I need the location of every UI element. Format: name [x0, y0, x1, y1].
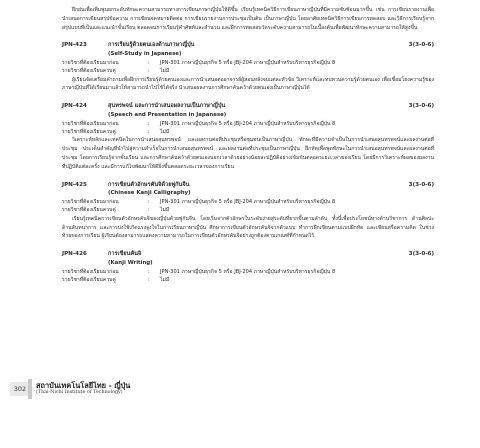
- course-heading: [62, 250, 434, 259]
- page-footer: [0, 376, 480, 400]
- corequisite-value: ไม่มี: [160, 68, 170, 75]
- course-title: การเรียนรู้ด้วยตนเองด้านภาษาญี่ปุ่น: [108, 42, 195, 49]
- corequisite-value: ไม่มี: [160, 128, 170, 135]
- course-code: JPN-425: [62, 181, 87, 188]
- course-heading: [62, 181, 434, 190]
- course-title-english: (Kanji Writing): [108, 259, 153, 266]
- course-description: วิเคราะห์หลักและเทคนิคในการนำเสนอสุนทรพจน์ และผลงานต่อที่ประชุมหรือชุมชนเป็นภาษาญี่ปุ่น ทักษะที่มีความจำเป็นในการนำเสนอสุนทรพจน์และผลงานต่อที่ประชุม ประเด็นสำคัญที่นำไปสู่ความสำเร็จในการนำเสนอสุนทรพจน์ และผลงานต่อที่ประชุมเป็นภาษาญี่ปุ่น ฝึกหัดเพื่อพูดทักษะในการนำเสนอสุนทรพจน์และผลงานต่อที่ประชุม โดยการเรียนรู้จากชั้นเรียน และการศึกษาค้นคว้าด้วยตนเองนอกเวลาด้วยอย่างน้อยละปฏิบัติอย่างเข้มข้นตลอดระยะเวลาของเรียน โดยมีการวิเคราะห์ผลของผลงานที่ปฏิบัติแต่ละครั้ง และมีการแก้ไขพัฒนาให้ดียิ่งขึ้นตลอดระยะเวลาของการเรียน: [62, 137, 434, 170]
- course-credits: 3(3-0-6): [408, 251, 434, 258]
- corequisite-row: รายวิชาที่ต้องเรียนควบคู่ : ไม่มี: [62, 67, 434, 75]
- corequisite-label: รายวิชาที่ต้องเรียนควบคู่: [62, 128, 116, 135]
- corequisite-label: รายวิชาที่ต้องเรียนควบคู่: [62, 68, 116, 75]
- corequisite-label: รายวิชาที่ต้องเรียนควบคู่: [62, 276, 116, 283]
- prerequisite-value: JPN-301 ภาษาญี่ปุ่นธุรกิจ 5 หรือ JBJ-204 ภาษาญี่ปุ่นสำหรับบริหารธุรกิจญี่ปุ่น 8: [160, 59, 336, 66]
- course-description: ผู้เรียนจัดเตรียมคำถามเพื่อฝึกการเรียนรู้ด้วยตนเองและการนำเสนอต่ออาจารย์ผู้สอนหลังจบแต่ละหัวข้อ วิเคราะห์และทบทวนความรู้ด้วยตนเอง เพื่อเชื่อมโยงความรู้ของภาษาญี่ปุ่นที่ได้เรียนมาแล้วให้สามารถนำไปใช้ได้จริง นำเสนอผลงานการศึกษาค้นคว้าด้วยตนเองเป็นภาษาญี่ปุ่นได้: [62, 76, 434, 92]
- course-title: การเขียนคันจิ: [108, 251, 142, 258]
- footer-divider: [28, 379, 32, 399]
- corequisite-label: รายวิชาที่ต้องเรียนควบคู่: [62, 207, 116, 214]
- prerequisite-label: รายวิชาที่ต้องเรียนมาก่อน: [62, 198, 119, 205]
- intro-paragraph: ฝึกฝนเพื่อเพิ่มพูนยกระดับทักษะความสามารถทางการเขียนภาษาญี่ปุ่นให้ดีขึ้น เรียนรู้เทคนิควิธีการเขียนภาษาญี่ปุ่นที่มีความซับซ้อนมากขึ้น เช่น การเขียนรายงานเพื่อนำเสนอการเขียนสรุปข้อความ การเขียนจดหมายติดต่อ การเขียนรายงานการประชุมเป็นต้น เป็นภาษาญี่ปุ่น โดยอาศัยเทคนิควิธีการเขียนการทดสอบ และวิธีการเรียนรู้จากสรุปแบบที่เป็นและแนะนำขั้นเรียน ตลอดจนการเรียนรู้คำศัพท์และสำนวน และฝึกการทดสอบวัดระดับความสามารถในเบื้องต้นเพื่อพัฒนาทักษะความสามารถให้สูงขึ้น: [62, 7, 434, 31]
- corequisite-row: รายวิชาที่ต้องเรียนควบคู่ : ไม่มี: [62, 128, 434, 136]
- course-code: JPN-423: [62, 42, 87, 49]
- prerequisite-row: รายวิชาที่ต้องเรียนมาก่อน : JPN-301 ภาษาญี่ปุ่นธุรกิจ 5 หรือ JBJ-204 ภาษาญี่ปุ่นสำหรับบริหารธุรกิจญี่ปุ่น 8: [62, 268, 434, 276]
- course-block: [62, 250, 434, 284]
- institute-name-english: (Thai-Nichi Institute of Technology): [36, 390, 123, 395]
- prerequisite-row: รายวิชาที่ต้องเรียนมาก่อน : JPN-301 ภาษาญี่ปุ่นธุรกิจ 5 หรือ JBJ-204 ภาษาญี่ปุ่นสำหรับบริหารธุรกิจญี่ปุ่น 8: [62, 59, 434, 67]
- course-heading: [62, 102, 434, 111]
- prerequisite-value: JPN-301 ภาษาญี่ปุ่นธุรกิจ 5 หรือ JBJ-204 ภาษาญี่ปุ่นสำหรับบริหารธุรกิจญี่ปุ่น 8: [160, 120, 336, 127]
- prerequisite-row: รายวิชาที่ต้องเรียนมาก่อน : JPN-301 ภาษาญี่ปุ่นธุรกิจ 5 หรือ JBJ-204 ภาษาญี่ปุ่นสำหรับบริหารธุรกิจญี่ปุ่น 8: [62, 198, 434, 206]
- page-content: [62, 6, 434, 284]
- course-credits: 3(3-0-6): [408, 103, 434, 110]
- course-credits: 3(3-0-6): [408, 181, 434, 188]
- corequisite-value: ไม่มี: [160, 276, 170, 283]
- course-block: [62, 181, 434, 242]
- course-block: [62, 102, 434, 171]
- corequisite-row: รายวิชาที่ต้องเรียนควบคู่ : ไม่มี: [62, 276, 434, 284]
- course-description: เรียนรู้เทคนิคการเขียนตัวอักษรคันจิของญี่ปุ่นด้วยพู่กันจีน โดยเริ่มจากตัวอักษรในระดับง่ายสู่ระดับที่ยากขึ้นตามลำดับ ทั้งนี้เพื่อประโยชน์ทางด้านวิชาการ ด้านศิลปะ ด้านสันทนาการ และการบ่งใช้เกิดแรงจูงใจในการเรียนภาษาญี่ปุ่น ศึกษาการเขียนตัวอักษรคันจิจากตัวแบบ ทำการฝึกเขียนตามแบบฝึกหัด และเขียนหรือความคิด ในช่วงท้ายของการเรียน ผู้เรียนต้องสามารถแสดงความสามารถในการเขียนตัวอักษรคันจิอย่างถูกต้องตามเกณฑ์ที่กำหนดไว้: [62, 215, 434, 240]
- course-block: [62, 41, 434, 93]
- page-number: 302: [10, 382, 30, 396]
- prerequisite-row: รายวิชาที่ต้องเรียนมาก่อน : JPN-301 ภาษาญี่ปุ่นธุรกิจ 5 หรือ JBJ-204 ภาษาญี่ปุ่นสำหรับบริหารธุรกิจญี่ปุ่น 8: [62, 120, 434, 128]
- course-title-english: (Self-Study in Japanese): [108, 51, 182, 58]
- institute-name-thai: สถาบันเทคโนโลยีไทย - ญี่ปุ่น: [36, 381, 131, 390]
- corequisite-value: ไม่มี: [160, 207, 170, 214]
- course-credits: 3(3-0-6): [408, 42, 434, 49]
- course-title-english: (Chinese Kanji Calligraphy): [108, 190, 191, 197]
- course-title: การเขียนตัวอักษรคันจิด้วยพู่กันจีน: [108, 181, 190, 188]
- course-title: สุนทรพจน์ และการนำเสนอผลงานเป็นภาษาญี่ปุ่น: [108, 103, 226, 110]
- course-code: JPN-426: [62, 251, 87, 258]
- prerequisite-label: รายวิชาที่ต้องเรียนมาก่อน: [62, 120, 119, 127]
- course-heading: [62, 41, 434, 50]
- prerequisite-value: JPN-301 ภาษาญี่ปุ่นธุรกิจ 5 หรือ JBJ-204 ภาษาญี่ปุ่นสำหรับบริหารธุรกิจญี่ปุ่น 8: [160, 268, 336, 275]
- prerequisite-value: JPN-301 ภาษาญี่ปุ่นธุรกิจ 5 หรือ JBJ-204 ภาษาญี่ปุ่นสำหรับบริหารธุรกิจญี่ปุ่น 8: [160, 198, 336, 205]
- course-title-english: (Speech and Presentation in Japanese): [108, 111, 227, 118]
- course-code: JPN-424: [62, 103, 87, 110]
- corequisite-row: รายวิชาที่ต้องเรียนควบคู่ : ไม่มี: [62, 206, 434, 214]
- prerequisite-label: รายวิชาที่ต้องเรียนมาก่อน: [62, 268, 119, 275]
- prerequisite-label: รายวิชาที่ต้องเรียนมาก่อน: [62, 59, 119, 66]
